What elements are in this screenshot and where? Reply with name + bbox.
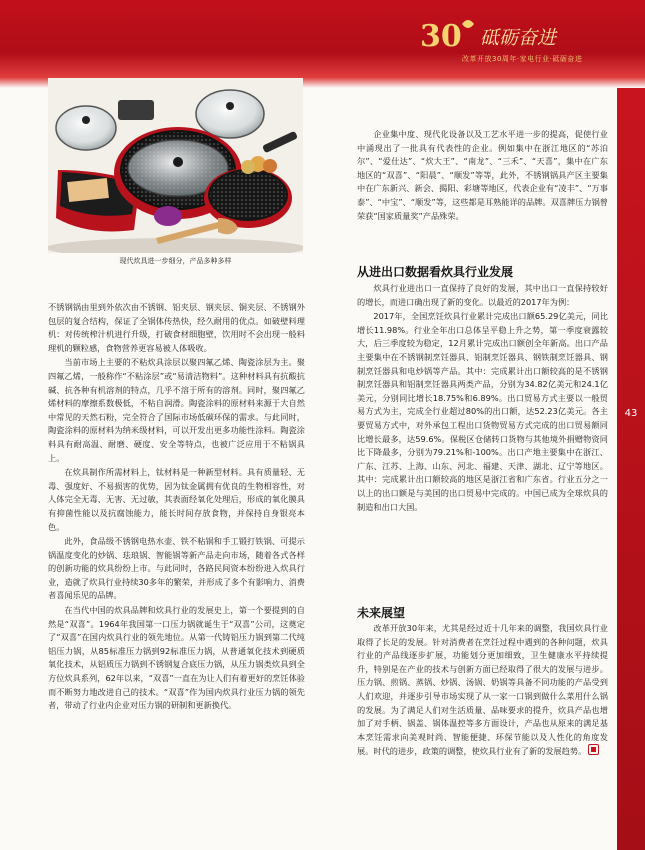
anniversary-logo [418,14,618,68]
paragraph: 2017年，全国烹饪炊具行业累计完成出口额65.29亿美元，同比增长11.98%。行业全年出口总体呈平稳上升之势，第一季度衰露较大，后三季度较为稳定，12月累计完成出口额创全年新高。出口产品主要集中在不锈钢制烹饪器具、铝制烹饪器具、钢铁制烹饪器具、钢制烹饪器具和电炒锅等产品。其中：完成累计出口额较高的是不锈钢制烹饪器具和铝制烹饪器具两类产品，分别为34.82亿美元和24.1亿美元，分别同比增长18.75%和6.89%。出口贸易方式主要以一般贸易方式为主，完成全行业超过80%的出口额，达52.23亿美元。各主要贸易方式中，对外承包工程出口货物贸易方式完成的出口贸易额同比增长最多，达59.6%。保税区仓储转口货物与其他境外捐赠物资同比下降最多，分别为79.21%和-100%。出口产地主要集中在浙江、广东、江苏、上海、山东、河北、福建、天津、湖北、辽宁等地区。其中：完成累计出口额较高的地区是浙江省和广东省。行业五分之一以上的出口额是与美国的出口贸易中完成的。中国已成为全球炊具的制造和出口大国。 [357,311,608,512]
right-column-intro [357,128,608,224]
pot-handle [118,100,154,120]
logo-flame-icon [462,20,474,28]
lid-knob-icon [82,116,90,124]
paragraph: 不锈钢锅由里到外依次由不锈钢、铝夹层、钢夹层、铜夹层、不锈钢外包层的复合结构，保证了全锅体传热快，经久耐用的优点。如破壁料理机：对传统榨汁机进行升级，打破食材细胞壁，饮用时不会出现一般料理机的颗粒感，食物营养更容易被人体吸收。 [48,302,305,353]
right-column-future [357,622,608,760]
header-banner [0,0,645,88]
paragraph-text: 改革开放30年来，尤其是经过近十几年来的调整，我国炊具行业取得了长足的发展。针对消费者在烹饪过程中遇到的各种问题，炊具行业的产品线逐步扩展，功能划分更加细致，卫生健康水平持续提升，特别是在产业的技术与创新方面已经取得了很大的发展与进步。压力锅、煎锅、蒸锅、炒锅、汤锅、奶锅等具备不同功能的产品受到人们欢迎，并逐步引导市场实现了从一家一口锅到做什么菜用什么锅的发展。为了满足人们对生活质量、品味要求的提升，炊具产品也增加了对手柄、锅盖、锅体温控等多方面设计，产品也从原来的满足基本烹饪需求向美观时尚、智能便捷、环保节能以及人性化的角度发展。时代的进步，政策的调整，使炊具行业有了新的发展趋势。 [357,623,608,757]
paragraph: 企业集中度、现代化设备以及工艺水平进一步的提高，促使行业中涌现出了一批具有代表性的企业。例如集中在浙江地区的“苏泊尔”、“爱仕达”、“炊大王”、“南龙”、“三禾”、“天喜”，集中在广东地区的“双喜”、“阳晨”、“顺发”等等，此外，不锈钢锅具产区主要集中在广东新兴、新会、揭阳、彩塘等地区，代表企业有“凌丰”、“万事泰”、“中宝”、“顺发”等，这些都是耳熟能详的品牌。双喜牌压力锅曾荣获“国家质量奖”产品殊荣。 [357,129,608,221]
toast-bread [67,178,109,202]
paragraph: 在炊具制作所需材料上，钛材料是一种新型材料。具有质量轻、无毒、强度好、不易损害的优势，因为钛金属拥有优良的生物相容性，对人体完全无毒、无害、无过敏，其表面经氧化处理后，形成的氧化膜具有抑菌性能以及抗腐蚀能力，能长时间存放食物，并保持自身银亮本色。 [48,467,305,532]
pan-lid-right [196,90,264,138]
paragraph [357,622,608,759]
red-onion [154,206,182,226]
paragraph: 当前市场上主要的不粘炊具涂层以聚四氟乙烯、陶瓷涂层为主。聚四氟乙烯，一般称作“不粘涂层”或“易清洁物料”。这种材料具有抗酸抗碱、抗各种有机溶剂的特点，几乎不溶于所有的溶剂。同时，聚四氟乙烯材料的摩擦系数极低，不粘自润滑。陶瓷涂料的原材料来源于大自然中常见的天然石粉，完全符合了国际市场低碳环保的需求。与此同时，陶瓷涂料的原材料为纳米级材料，可以开发出更多功能性涂料。陶瓷涂料具有耐高温、耐磨、硬度、安全等特点，也被广泛应用于不粘锅具上。 [48,357,305,463]
paragraph: 此外，食品级不锈钢电热水壶、铁不粘锅和手工锻打铁锅、可提示锅温度变化的炒锅、珐琅锅、智能锅等新产品走向市场，随着各式各样的创新功能的炊具纷纷上市。与此同时，各路民间资本纷纷进入炊具行业，造就了炊具行业持续30多年的繁荣，并形成了多个有影响力、消费者喜闻乐见的品牌。 [48,536,305,601]
section-heading-future: 未来展望 [357,606,406,620]
pot-lid [56,106,116,150]
logo-subtitle: 改革开放30周年·家电行业·砥砺奋进 [462,55,583,63]
end-mark-icon [588,744,599,755]
cookware-illustration [48,78,303,253]
logo-emblem [418,14,618,54]
page-edge-strip [617,88,645,850]
paragraph: 炊具行业进出口一直保持了良好的发展，其中出口一直保持较好的增长，而进口确出现了新的变化。以最近的2017年为例： [357,283,608,307]
cookware-photo [48,78,303,253]
photo-caption: 现代炊具进一步细分，产品多种多样 [119,257,232,265]
logo-number: 30 [420,19,462,54]
logo-script: 砥砺奋进 [480,27,557,49]
right-column-export [357,282,608,515]
left-column [48,301,305,714]
paragraph: 在当代中国的炊具品牌和炊具行业的发展史上，第一个要提到的自然是“双喜”。1964年我国第一口压力锅就诞生于“双喜”公司，这奠定了“双喜”在国内炊具行业的领先地位。从第一代铸铝压力锅到第二代纯铝压力锅，从85标准压力锅到92标准压力锅，从普通氧化技术到硬质氧化技术，从铝质压力锅到不锈钢复合底压力锅，从压力锅类炊具到全方位炊具系列，62年以来，“双喜”一直在为让人们有着更好的烹饪体验而不断努力地改进自己的技术。“双喜”作为国内炊具行业压力锅的领先者，带动了行业内企业对压力锅的研制和更新换代。 [48,605,305,711]
section-heading-export: 从进出口数据看炊具行业发展 [357,265,514,279]
page-number: 43 [624,408,638,419]
